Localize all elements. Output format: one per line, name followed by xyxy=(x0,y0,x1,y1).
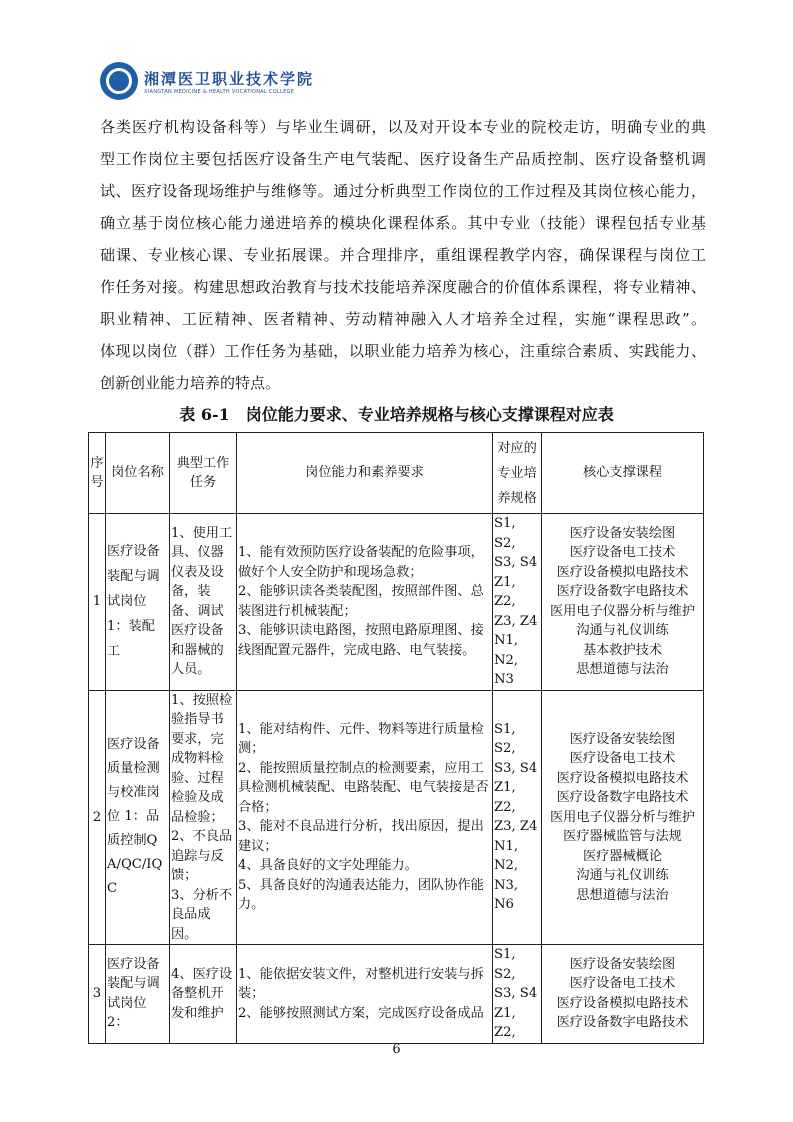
core-courses: 医疗设备安装绘图 医疗设备电工技术 医疗设备模拟电路技术 医疗设备数字电路技术 医用电子仪器分析与维护 沟通与礼仪训练 基本救护技术 思想道德与法治 xyxy=(542,514,704,691)
body-paragraph xyxy=(100,114,706,396)
logo-chinese-name: 湘潭医卫职业技术学院 xyxy=(144,69,315,88)
text-line: 体现以岗位（群）工作任务为基础，以职业能力培养为核心，注重综合素质、实践能力、 xyxy=(100,342,706,360)
text-line: 础课、专业核心课、专业拓展课。并合理排序，重组课程教学内容，确保课程与岗位工 xyxy=(100,246,706,264)
table-header-row xyxy=(89,433,704,514)
ability-requirements: 1、能对结构件、元件、物料等进行质量检测； 2、能按照质量控制点的检测要素，应用工具检测机械装配、电路装配、电气装接是否合格； 3、能对不良品进行分析，找出原因，提出建议； 4、具备良好的文字处理能力。 5、具备良好的沟通表达能力，团队协作能力。 xyxy=(237,690,493,945)
typical-tasks: 4、医疗设备整机开发和维护 xyxy=(170,945,237,1044)
post-name: 医疗设备装配与调试岗位 1：装配工 xyxy=(106,514,170,691)
text-line: 各类医疗机构设备科等）与毕业生调研，以及对开设本专业的院校走访，明确专业的典 xyxy=(100,118,706,136)
table-row xyxy=(89,945,704,1044)
typical-tasks: 1、按照检验指导书要求，完成物料检验、过程检验及成品检验； 2、不良品追踪与反馈； 3、分析不良品成因。 xyxy=(170,690,237,945)
header-cell: 核心支撑课程 xyxy=(542,433,704,514)
page-number: 6 xyxy=(392,1042,401,1057)
ability-requirements: 1、能依据安装文件，对整机进行安装与拆装； 2、能够按照测试方案，完成医疗设备成品 xyxy=(237,945,493,1044)
header-cell: 岗位能力和素养要求 xyxy=(237,433,493,514)
college-seal-icon xyxy=(100,62,138,100)
row-number: 2 xyxy=(89,690,106,945)
core-courses: 医疗设备安装绘图 医疗设备电工技术 医疗设备模拟电路技术 医疗设备数字电路技术 医用电子仪器分析与维护 医疗器械监管与法规 医疗器械概论 沟通与礼仪训练 思想道德与法治 xyxy=(542,690,704,945)
logo-english-name: XIANGTAN MEDICINE & HEALTH VOCATIONAL COLLEGE xyxy=(144,88,295,95)
row-number: 1 xyxy=(89,514,106,691)
core-courses: 医疗设备安装绘图 医疗设备电工技术 医疗设备模拟电路技术 医疗设备数字电路技术 xyxy=(542,945,704,1044)
post-name: 医疗设备装配与调试岗位 2： xyxy=(106,945,170,1044)
header-cell: 岗位名称 xyxy=(106,433,170,514)
row-number: 3 xyxy=(89,945,106,1044)
table-row xyxy=(89,514,704,691)
text-line: 试、医疗设备现场维护与维修等。通过分析典型工作岗位的工作过程及其岗位核心能力， xyxy=(100,182,706,200)
text-line: 作任务对接。构建思想政治教育与技术技能培养深度融合的价值体系课程，将专业精神、 xyxy=(100,278,706,296)
text-line: 确立基于岗位核心能力递进培养的模块化课程体系。其中专业（技能）课程包括专业基 xyxy=(100,214,706,232)
training-specs: S1, S2, S3, S4 Z1, Z2, Z3, Z4 N1, N2, N3 xyxy=(493,514,542,691)
text-line: 职业精神、工匠精神、医者精神、劳动精神融入人才培养全过程，实施“课程思政”。 xyxy=(100,310,706,328)
typical-tasks: 1、使用工具、仪器仪表及设备，装备、调试医疗设备和器械的人员。 xyxy=(170,514,237,691)
training-specs: S1, S2, S3, S4 Z1, Z2, xyxy=(493,945,542,1044)
text-line: 创新创业能力培养的特点。 xyxy=(100,374,281,392)
training-specs: S1, S2, S3, S4 Z1, Z2, Z3, Z4 N1, N2, N3, N6 xyxy=(493,690,542,945)
text-line: 型工作岗位主要包括医疗设备生产电气装配、医疗设备生产品质控制、医疗设备整机调 xyxy=(100,150,706,168)
post-name: 医疗设备质量检测与校准岗位 1：品质控制QA/QC/IQC xyxy=(106,690,170,945)
post-ability-table xyxy=(88,432,704,1044)
header-cell: 对应的专业培养规格 xyxy=(493,433,542,514)
header-cell: 典型工作任务 xyxy=(170,433,237,514)
header-cell: 序号 xyxy=(89,433,106,514)
college-logo xyxy=(100,62,314,100)
ability-requirements: 1、能有效预防医疗设备装配的危险事项，做好个人安全防护和现场急救； 2、能够识读各类装配图，按照部件图、总装图进行机械装配； 3、能够识读电路图，按照电路原理图、接线图配置元器件，完成电路、电气装接。 xyxy=(237,514,493,691)
table-row xyxy=(89,690,704,945)
table-caption: 表 6-1 岗位能力要求、专业培养规格与核心支撑课程对应表 xyxy=(179,405,614,424)
